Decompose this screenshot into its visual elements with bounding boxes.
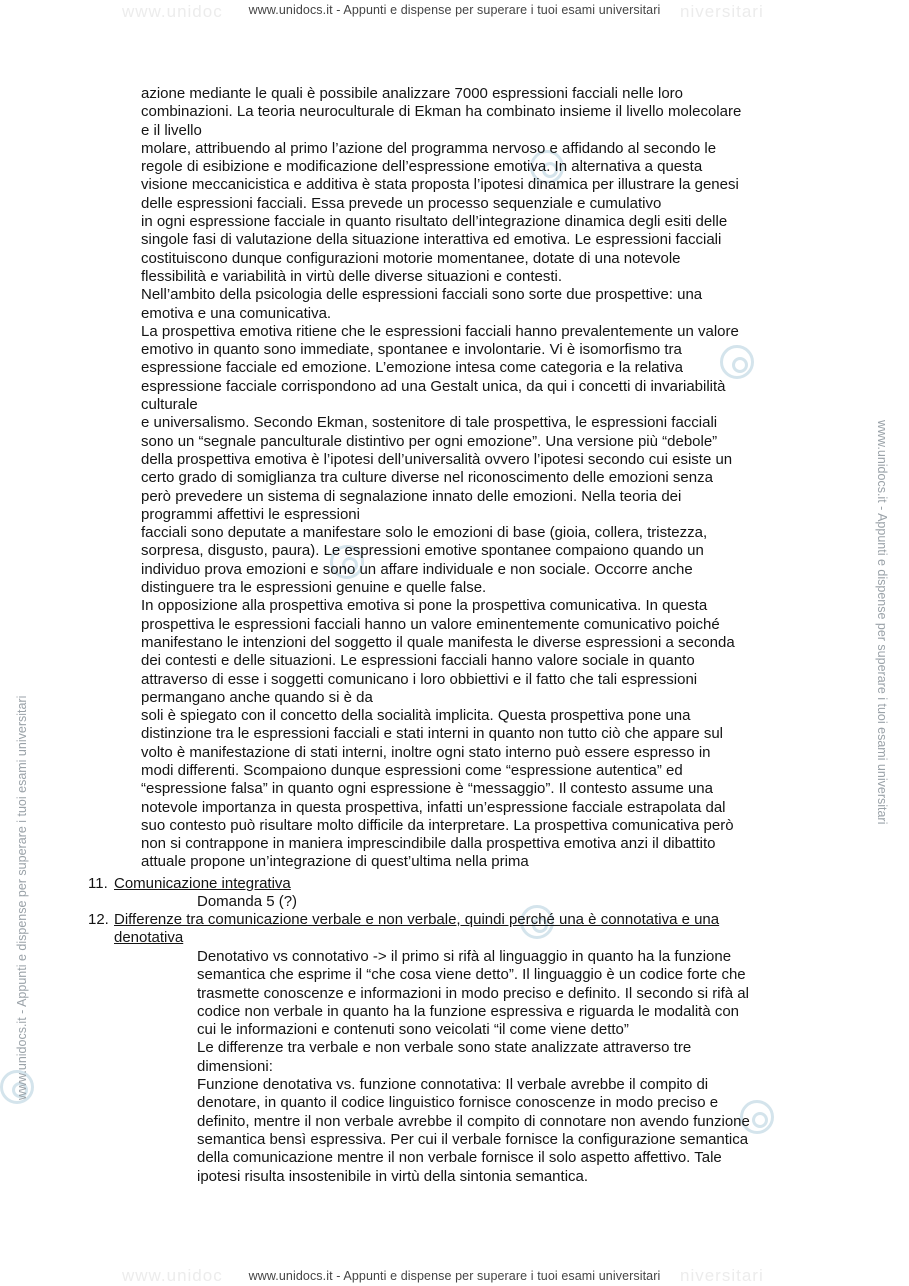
list-item-subtext: Domanda 5 (?) xyxy=(197,893,298,910)
text-line: sorpresa, disgusto, paura). Le espressioni emotive spontanee compaiono quando un xyxy=(141,542,704,560)
text-line: culturale xyxy=(141,396,198,414)
text-line: permangano anche quando si è da xyxy=(141,688,373,706)
text-line: flessibilità e variabilità in virtù delle diverse situazioni e contesti. xyxy=(141,267,563,285)
text-line: notevole importanza in questa prospettiva, infatti un’espressione facciale estrapolata dal xyxy=(141,798,726,816)
ghost-watermark-top-left: www.unidoc xyxy=(122,2,223,21)
item12-body xyxy=(197,948,827,1186)
list-item-12 xyxy=(88,911,828,949)
ghost-watermark-bottom-right: niversitari xyxy=(680,1266,764,1285)
text-line: non si contrappone in maniera imprescindibile dalla prospettiva emotiva anzi il dibattito xyxy=(141,835,716,853)
text-line: Funzione denotativa vs. funzione connotativa: Il verbale avrebbe il compito di xyxy=(197,1076,709,1094)
text-line: espressione facciale corrispondono ad una Gestalt unica, da qui i concetti di invariabilità xyxy=(141,377,726,395)
text-line: attraverso di esse i soggetti comunicano i loro obbiettivi e il fatto che tali espressioni xyxy=(141,670,698,688)
text-line: definito, mentre il non verbale avrebbe il compito di connotare non avendo funzione xyxy=(197,1112,750,1130)
text-line: semantica bensì espressiva. Per cui il verbale fornisce la configurazione semantica xyxy=(197,1130,749,1148)
text-line: molare, attribuendo al primo l’azione del programma nervoso e affidando al secondo le xyxy=(141,139,717,157)
text-line: In opposizione alla prospettiva emotiva si pone la prospettiva comunicativa. In questa xyxy=(141,597,708,615)
text-line: programmi affettivi le espressioni xyxy=(141,505,360,523)
text-line: Denotativo vs connotativo -> il primo si rifà al linguaggio in quanto ha la funzione xyxy=(197,948,732,965)
text-line: ipotesi risulta insostenibile in virtù della sintonia semantica. xyxy=(197,1167,589,1185)
text-line: volto è manifestazione di stati interni, inoltre ogni stato interno può essere espresso in xyxy=(141,743,711,761)
list-number: 12. xyxy=(88,911,109,928)
text-line: della comunicazione mentre il non verbale fornisce il solo aspetto affettivo. Tale xyxy=(197,1149,722,1167)
text-line: distinguere tra le espressioni genuine e quelle false. xyxy=(141,579,487,597)
side-watermark-right: www.unidocs.it - Appunti e dispense per superare i tuoi esami universitari xyxy=(875,420,889,825)
list-item-title: Comunicazione integrativa xyxy=(114,875,291,892)
text-line: codice non verbale in quanto ha la funzione espressiva e riguarda le modalità con xyxy=(197,1002,740,1020)
list-item-11 xyxy=(88,875,828,895)
ghost-watermark-top-right: niversitari xyxy=(680,2,764,21)
text-line: individuo prova emozioni e sono un affare individuale e non sociale. Occorre anche xyxy=(141,560,693,578)
text-line: costituiscono dunque configurazioni motorie momentanee, dotate di una notevole xyxy=(141,249,681,267)
text-line: combinazioni. La teoria neuroculturale di Ekman ha combinato insieme il livello molecolare xyxy=(141,103,742,121)
text-line: singole fasi di valutazione della situazione interattiva ed emotiva. Le espressioni facciali xyxy=(141,231,722,249)
text-line: emotivo in quanto sono immediate, spontanee e involontarie. Vi è isomorfismo tra xyxy=(141,341,682,359)
text-line: e universalismo. Secondo Ekman, sostenitore di tale prospettiva, le espressioni facciali xyxy=(141,414,718,432)
list-item-title: Differenze tra comunicazione verbale e non verbale, quindi perché una è connotativa e una xyxy=(114,911,720,928)
text-line: dimensioni: xyxy=(197,1057,273,1075)
text-line: distinzione tra le espressioni facciali e stati interni in quanto non tutto ciò che appare sul xyxy=(141,725,724,743)
ghost-watermark-bottom-left: www.unidoc xyxy=(122,1266,223,1285)
text-line: trasmette conoscenze e informazioni in modo preciso e definito. Il secondo si rifà al xyxy=(197,984,749,1002)
text-line: Le differenze tra verbale e non verbale sono state analizzate attraverso tre xyxy=(197,1039,692,1057)
text-line: sono un “segnale panculturale distintivo per ogni emozione”. Una versione più “debole” xyxy=(141,432,718,450)
text-line: però prevedere un sistema di segnalazione innato delle emozioni. Nella teoria dei xyxy=(141,487,682,505)
text-line: Nell’ambito della psicologia delle espressioni facciali sono sorte due prospettive: una xyxy=(141,286,703,304)
text-line: manifestano le intenzioni del soggetto il quale manifesta le diverse espressioni a seconda xyxy=(141,633,735,651)
text-line: denotare, in quanto il codice linguistico fornisce conoscenze in modo preciso e xyxy=(197,1094,719,1112)
text-line: attuale propone un’integrazione di quest’ultima nella prima xyxy=(141,853,529,871)
page-footer: www.unidocs.it - Appunti e dispense per superare i tuoi esami universitari xyxy=(248,1269,661,1283)
side-watermark-left: www.unidocs.it - Appunti e dispense per superare i tuoi esami universitari xyxy=(15,695,29,1100)
text-line: “espressione falsa” in quanto ogni espressione è “messaggio”. Il contesto assume una xyxy=(141,780,713,798)
list-number: 11. xyxy=(88,875,108,892)
text-line: facciali sono deputate a manifestare solo le emozioni di base (gioia, collera, tristezza, xyxy=(141,524,708,542)
text-line: semantica che esprime il “che cosa viene detto”. Il linguaggio è un codice forte che xyxy=(197,966,746,984)
body-text xyxy=(141,85,831,872)
text-line: modi differenti. Scompaiono dunque espressioni come “espressione autentica” ed xyxy=(141,761,683,779)
text-line: in ogni espressione facciale in quanto risultato dell’integrazione dinamica degli esiti delle xyxy=(141,213,728,231)
text-line: e il livello xyxy=(141,121,202,139)
list-item-title-continued: denotativa xyxy=(114,929,184,947)
text-line: delle espressioni facciali. Essa prevede un processo sequenziale e cumulativo xyxy=(141,194,662,212)
text-line: della prospettiva emotiva è l’ipotesi dell’universalità ovvero l’ipotesi secondo cui esiste un xyxy=(141,450,733,468)
page-header: www.unidocs.it - Appunti e dispense per superare i tuoi esami universitari xyxy=(248,3,661,17)
text-line: suo contesto può risultare molto difficile da interpretare. La prospettiva comunicativa però xyxy=(141,816,734,834)
text-line: prospettiva le espressioni facciali hanno un valore eminentemente comunicativo poiché xyxy=(141,615,720,633)
text-line: soli è spiegato con il concetto della socialità implicita. Questa prospettiva pone una xyxy=(141,707,691,725)
text-line: La prospettiva emotiva ritiene che le espressioni facciali hanno prevalentemente un valore xyxy=(141,322,739,340)
text-line: cui le informazioni e contenuti sono veicolati “il come viene detto” xyxy=(197,1021,629,1039)
text-line: visione meccanicistica e additiva è stata proposta l’ipotesi dinamica per illustrare la genesi xyxy=(141,176,739,194)
text-line: regole di esibizione e modificazione dell’espressione emotiva. In alternativa a questa xyxy=(141,158,703,176)
text-line: emotiva e una comunicativa. xyxy=(141,304,332,322)
text-line: azione mediante le quali è possibile analizzare 7000 espressioni facciali nelle loro xyxy=(141,85,683,102)
text-line: certo grado di somiglianza tra culture diverse nel riconoscimento delle emozioni senza xyxy=(141,469,713,487)
text-line: espressione facciale ed emozione. L’emozione intesa come categoria e la relativa xyxy=(141,359,683,377)
text-line: dei contesti e delle situazioni. Le espressioni facciali hanno valore sociale in quanto xyxy=(141,652,695,670)
